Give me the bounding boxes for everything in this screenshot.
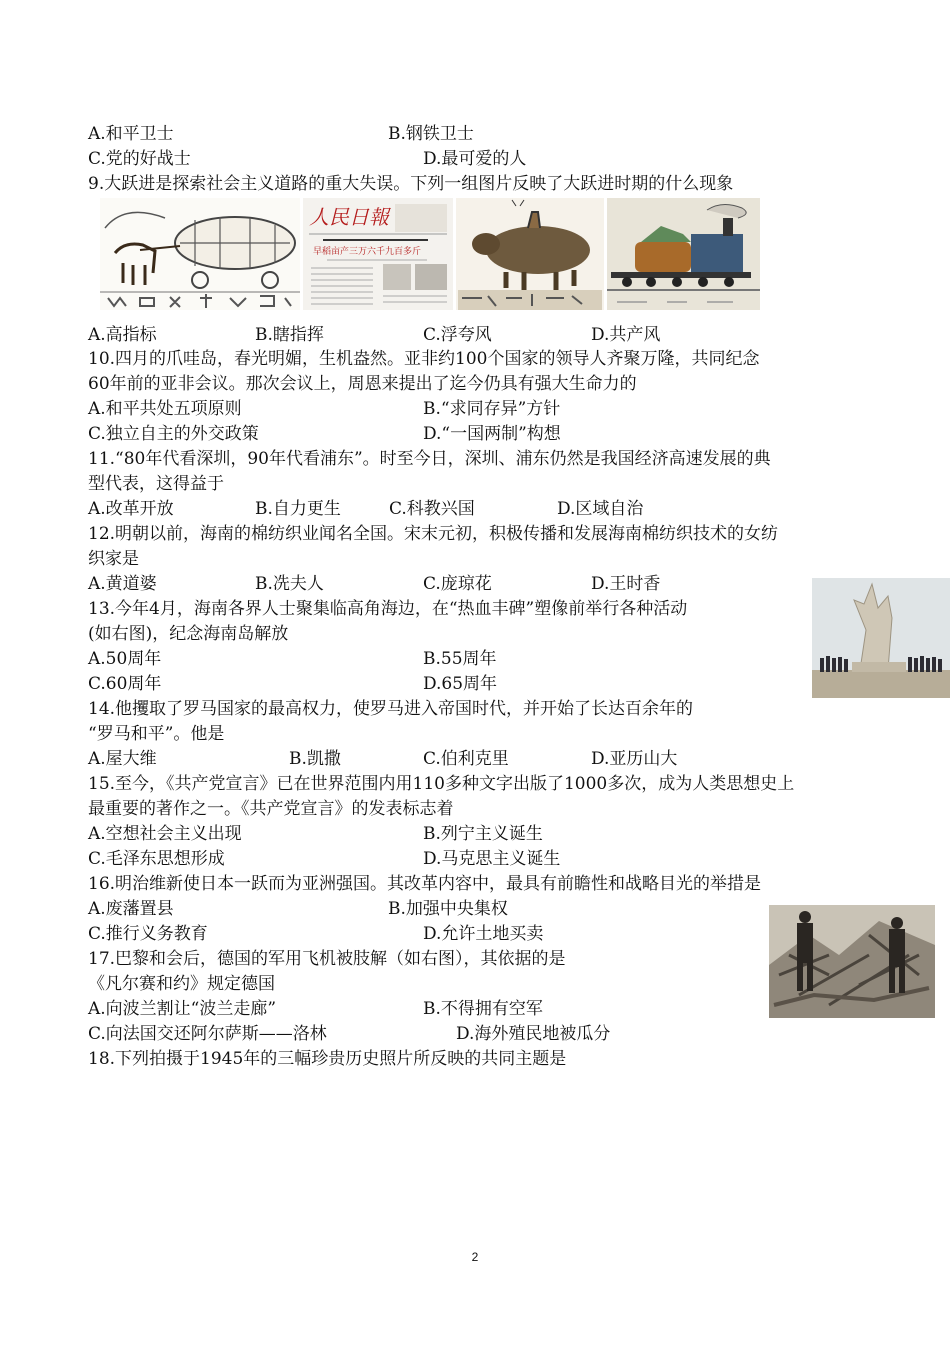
q9-option-b: B.瞎指挥: [255, 325, 324, 345]
newspaper-headline: 早稻亩产三万六千九百多斤: [313, 247, 422, 257]
q10-stem-line2: 60年前的亚非会议。那次会议上，周恩来提出了迄今仍具有强大生命力的: [88, 374, 637, 394]
q14-stem-line2: “罗马和平”。他是: [88, 724, 225, 744]
q15-stem-line1: 15.至今，《共产党宣言》已在世界范围内用110多种文字出版了1000多次，成为人类思想史上: [88, 774, 795, 794]
q17-option-d: D.海外殖民地被瓜分: [456, 1024, 611, 1044]
q16-option-a: A.废藩置县: [88, 899, 174, 919]
q11-option-b: B.自力更生: [255, 499, 341, 519]
q13-stem-line2: (如右图)，纪念海南岛解放: [88, 624, 289, 644]
q11-option-c: C.科教兴国: [389, 499, 475, 519]
q13-image-monument: [812, 578, 950, 698]
newspaper-masthead: 人民日報: [309, 205, 389, 229]
q11-option-d: D.区域自治: [557, 499, 644, 519]
page-number: 2: [471, 1250, 479, 1264]
q15-stem-line2: 最重要的著作之一。《共产党宣言》的发表标志着: [88, 799, 454, 819]
q9-option-c: C.浮夸风: [423, 325, 492, 345]
q11-stem-line2: 型代表，这得益于: [88, 474, 224, 494]
q14-option-d: D.亚历山大: [591, 749, 678, 769]
q16-stem: 16.明治维新使日本一跃而为亚洲强国。其改革内容中，最具有前瞻性和战略目光的举措是: [88, 874, 762, 894]
q17-option-a: A.向波兰割让“波兰走廊”: [88, 999, 277, 1019]
q10-option-d: D.“一国两制”构想: [423, 424, 561, 444]
q8-option-a: A.和平卫士: [88, 124, 174, 144]
q12-option-c: C.庞琼花: [423, 574, 492, 594]
q13-option-a: A.50周年: [88, 649, 162, 669]
q9-image-newspaper: [303, 198, 453, 310]
q9-image-ox-cart: [100, 198, 300, 310]
q12-option-b: B.冼夫人: [255, 574, 324, 594]
q10-option-b: B.“求同存异”方针: [423, 399, 561, 419]
q16-option-d: D.允许土地买卖: [423, 924, 544, 944]
q10-option-c: C.独立自主的外交政策: [88, 424, 259, 444]
q13-option-d: D.65周年: [423, 674, 498, 694]
q15-option-a: A.空想社会主义出现: [88, 824, 242, 844]
q11-option-a: A.改革开放: [88, 499, 174, 519]
q18-stem: 18.下列拍摄于1945年的三幅珍贵历史照片所反映的共同主题是: [88, 1049, 567, 1069]
q16-option-c: C.推行义务教育: [88, 924, 208, 944]
q12-option-a: A.黄道婆: [88, 574, 157, 594]
q13-stem-line1: 13.今年4月，海南各界人士聚集临高角海边，在“热血丰碑”塑像前举行各种活动: [88, 599, 688, 619]
q9-option-d: D.共产风: [591, 325, 661, 345]
q13-option-c: C.60周年: [88, 674, 162, 694]
q10-stem-line1: 10.四月的爪哇岛，春光明媚，生机盎然。亚非约100个国家的领导人齐聚万隆，共同纪念: [88, 349, 760, 369]
q9-image-giant-pig: [456, 198, 604, 310]
q15-option-c: C.毛泽东思想形成: [88, 849, 225, 869]
q12-option-d: D.王时香: [591, 574, 661, 594]
q13-option-b: B.55周年: [423, 649, 497, 669]
q17-stem-line1: 17.巴黎和会后，德国的军用飞机被肢解（如右图），其依据的是: [88, 949, 566, 969]
q8-option-d: D.最可爱的人: [423, 149, 527, 169]
q17-stem-line2: 《凡尔赛和约》规定德国: [88, 974, 275, 994]
q10-option-a: A.和平共处五项原则: [88, 399, 242, 419]
q17-option-c: C.向法国交还阿尔萨斯——洛林: [88, 1024, 327, 1044]
q17-option-b: B.不得拥有空军: [423, 999, 543, 1019]
q16-option-b: B.加强中央集权: [388, 899, 508, 919]
q14-option-b: B.凯撒: [289, 749, 341, 769]
q14-stem-line1: 14.他攫取了罗马国家的最高权力，使罗马进入帝国时代，并开始了长达百余年的: [88, 699, 694, 719]
q12-stem-line2: 织家是: [88, 549, 139, 569]
q8-option-c: C.党的好战士: [88, 149, 191, 169]
q14-option-a: A.屋大维: [88, 749, 157, 769]
q11-stem-line1: 11.“80年代看深圳，90年代看浦东”。时至今日，深圳、浦东仍然是我国经济高速发展的典: [88, 449, 771, 469]
q14-option-c: C.伯利克里: [423, 749, 509, 769]
q8-option-b: B.钢铁卫士: [388, 124, 474, 144]
q9-image-train: [607, 198, 760, 310]
q17-image-dismantled-aircraft: [769, 905, 935, 1018]
q12-stem-line1: 12.明朝以前，海南的棉纺织业闻名全国。宋末元初，积极传播和发展海南棉纺织技术的女纺: [88, 524, 779, 544]
q15-option-d: D.马克思主义诞生: [423, 849, 561, 869]
q9-stem: 9.大跃进是探索社会主义道路的重大失误。下列一组图片反映了大跃进时期的什么现象: [88, 174, 734, 194]
q9-option-a: A.高指标: [88, 325, 157, 345]
q15-option-b: B.列宁主义诞生: [423, 824, 543, 844]
